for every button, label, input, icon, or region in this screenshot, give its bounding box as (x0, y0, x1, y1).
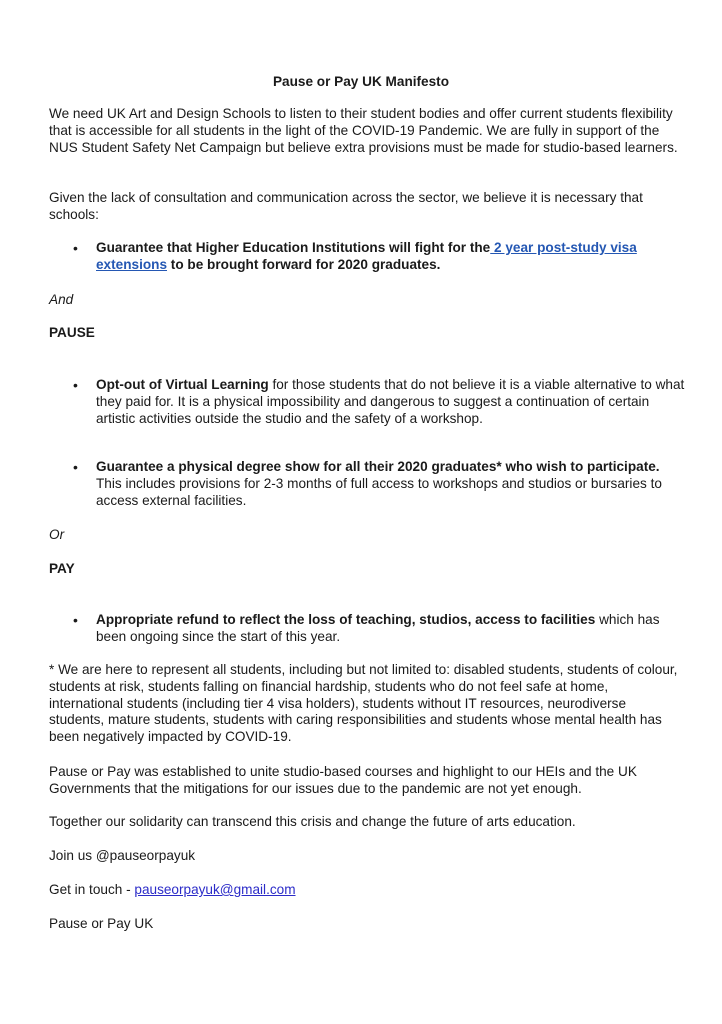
bullet-bold-text: Opt-out of Virtual Learning (96, 377, 269, 392)
bullet-bold-text: Appropriate refund to reflect the loss of teaching, studios, access to facilities (96, 612, 596, 627)
bullet-bold-text-after: to be brought forward for 2020 graduates. (167, 256, 441, 272)
established-paragraph: Pause or Pay was established to unite studio-based courses and highlight to our HEIs and the UK Governments that the mitigations for our issues due to the pandemic are not yet enough. (49, 764, 637, 796)
bullet-body-text: for those students that do not believe it is a viable alternative to what they paid for. It is a physical impossibility and dangerous to suggest a continuation of certain artistic activities outside the studio and the safety of a workshop. (96, 377, 685, 426)
bullet-text (96, 459, 686, 509)
bullet-text (96, 612, 686, 646)
intro-paragraph: We need UK Art and Design Schools to listen to their student bodies and offer current students flexibility that is accessible for all students in the light of the COVID-19 Pandemic. We are fully in support of the NUS Student Safety Net Campaign but believe extra provisions must be made for studio-based learners. (49, 106, 678, 155)
or-label: Or (49, 527, 65, 542)
bullet-body-text: This includes provisions for 2-3 months of full access to workshops and studios or bursaries to access external facilities. (96, 475, 662, 508)
bullet-text (96, 377, 686, 427)
and-label: And (49, 292, 74, 307)
contact-prefix: Get in touch - (49, 882, 135, 897)
bullet-icon: • (73, 377, 78, 393)
bullet-body-text: which has been ongoing since the start of this year. (96, 612, 660, 644)
visa-extensions-link[interactable]: 2 year post-study visa extensions (96, 240, 637, 272)
bullet-icon: • (73, 612, 78, 628)
bullet-icon: • (73, 240, 78, 256)
solidarity-paragraph: Together our solidarity can transcend this crisis and change the future of arts education. (49, 814, 576, 829)
bullet-bold-text: Guarantee that Higher Education Institutions will fight for the (96, 240, 491, 255)
given-paragraph: Given the lack of consultation and communication across the sector, we believe it is necessary that schools: (49, 190, 643, 222)
document-title: Pause or Pay UK Manifesto (272, 74, 449, 89)
bullet-text (96, 240, 686, 274)
contact-line (49, 882, 679, 899)
bullet-icon: • (73, 459, 78, 475)
footnote-paragraph: * We are here to represent all students, including but not limited to: disabled students, students of colour, students at risk, students falling on financial hardship, students who do not feel safe at home, international students (including tier 4 visa holders), students without IT resources, neurodiverse students, mature students, students with caring responsibilities and students whose mental health has been negatively impacted by COVID-19. (49, 662, 678, 745)
bullet-bold-text: Guarantee a physical degree show for all their 2020 graduates* who wish to participate. (96, 459, 660, 474)
pause-heading: PAUSE (49, 325, 95, 340)
signature: Pause or Pay UK (49, 916, 154, 931)
email-link[interactable]: pauseorpayuk@gmail.com (134, 882, 296, 897)
pay-heading: PAY (49, 561, 75, 576)
join-us-text: Join us @pauseorpayuk (49, 848, 196, 863)
